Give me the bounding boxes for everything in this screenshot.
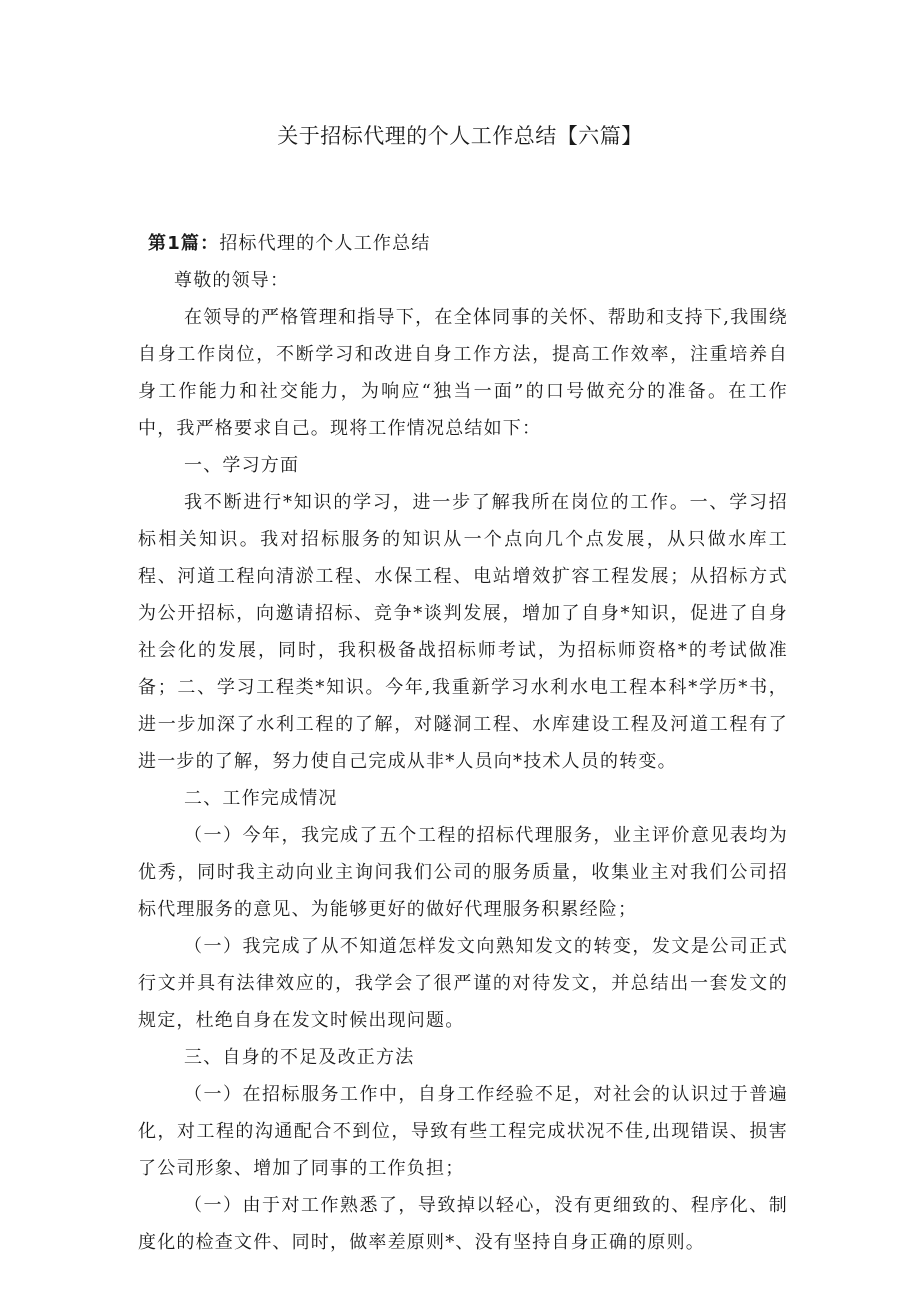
section-heading-work: 二、工作完成情况 <box>184 788 338 809</box>
section-heading-shortcomings: 三、自身的不足及改正方法 <box>184 1047 415 1068</box>
paragraph-shortcoming-1: （一）在招标服务工作中，自身工作经验不足，对社会的认识过于普遍化，对工程的沟通配合不到位，导致有些工程完成状况不佳,出现错误、损害了公司形象、增加了同事的工作负担； <box>138 1084 788 1179</box>
paragraph-shortcoming-2: （一）由于对工作熟悉了，导致掉以轻心，没有更细致的、程序化、制度化的检查文件、同时，做率差原则*、没有坚持自身正确的原则。 <box>138 1195 788 1253</box>
paragraph-intro: 在领导的严格管理和指导下，在全体同事的关怀、帮助和支持下,我围绕自身工作岗位，不断学习和改进自身工作方法，提高工作效率，注重培养自身工作能力和社交能力，为响应“独当一面”的口号做充分的准备。在工作中，我严格要求自己。现将工作情况总结如下： <box>138 307 788 439</box>
chapter-title: 招标代理的个人工作总结 <box>219 233 431 254</box>
document-title: 关于招标代理的个人工作总结【六篇】 <box>277 124 643 148</box>
section-heading-study: 一、学习方面 <box>184 455 300 476</box>
chapter-heading <box>138 225 788 262</box>
paragraph-study: 我不断进行*知识的学习，进一步了解我所在岗位的工作。一、学习招标相关知识。我对招标服务的知识从一个点向几个点发展，从只做水库工程、河道工程向清淤工程、水保工程、电站增效扩容工程发展；从招标方式为公开招标，向邀请招标、竞争*谈判发展，增加了自身*知识，促进了自身社会化的发展，同时，我积极备战招标师考试，为招标师资格*的考试做准备；二、学习工程类*知识。今年,我重新学习水利水电工程本科*学历*书，进一步加深了水利工程的了解，对隧洞工程、水库建设工程及河道工程有了进一步的了解，努力使自己完成从非*人员向*技术人员的转变。 <box>138 492 788 772</box>
paragraph-work-1: （一）今年，我完成了五个工程的招标代理服务，业主评价意见表均为优秀，同时我主动向业主询问我们公司的服务质量，收集业主对我们公司招标代理服务的意见、为能够更好的做好代理服务积累经险； <box>138 825 788 920</box>
salutation: 尊敬的领导： <box>174 270 290 291</box>
chapter-prefix: 第1篇： <box>148 233 220 254</box>
paragraph-work-2: （一）我完成了从不知道怎样发文向熟知发文的转变，发文是公司正式行文并具有法律效应的，我学会了很严谨的对待发文，并总结出一套发文的规定，杜绝自身在发文时候出现问题。 <box>138 936 788 1031</box>
document-body <box>138 225 788 1261</box>
